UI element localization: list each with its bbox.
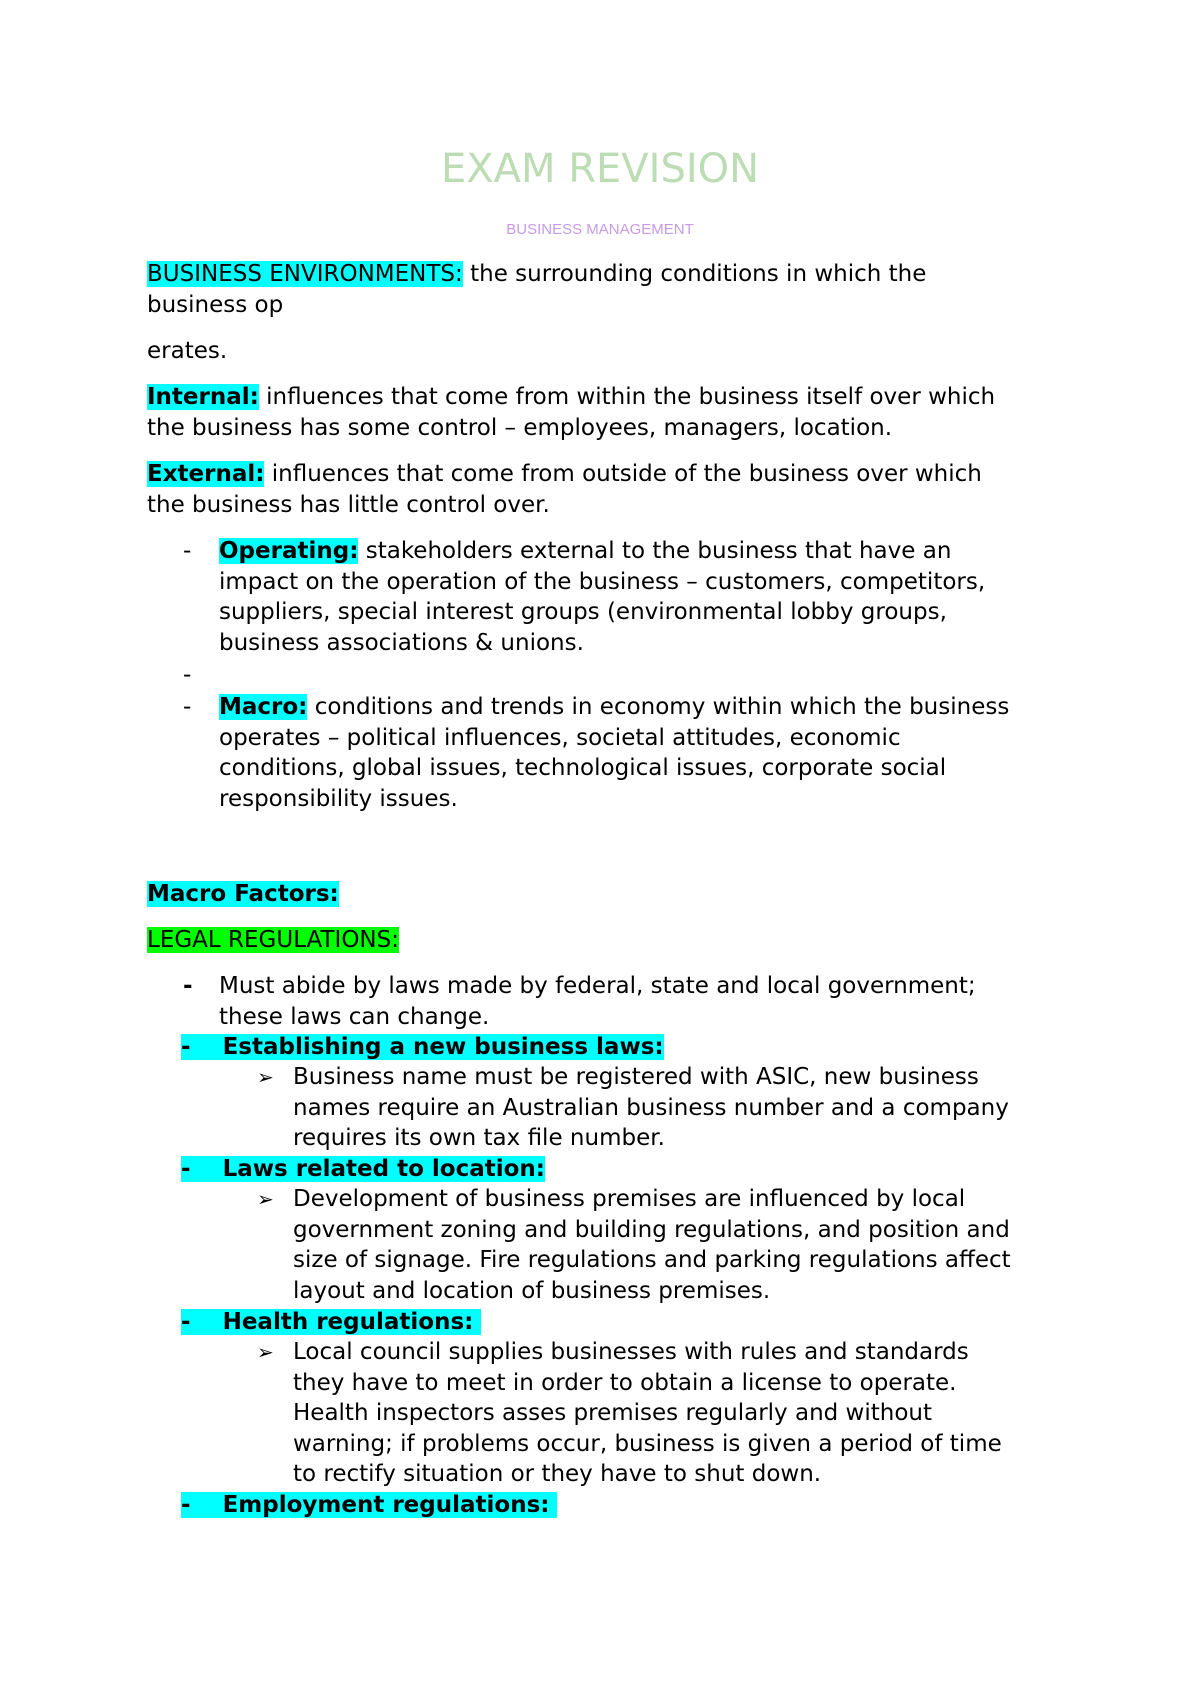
- location-label: - Laws related to location:: [181, 1156, 546, 1182]
- internal-paragraph: [147, 382, 1067, 443]
- internal-label: Internal:: [147, 384, 259, 410]
- health-heading: [181, 1307, 481, 1338]
- external-label: External:: [147, 461, 265, 487]
- macro-factors-label: Macro Factors:: [147, 881, 339, 907]
- establishing-text-3: requires its own tax file number.: [293, 1125, 665, 1151]
- health-text-1: Local council supplies businesses with rules and standards: [293, 1339, 969, 1365]
- env-text-3: erates.: [147, 338, 228, 364]
- env-text-2: business op: [147, 291, 284, 318]
- arrow-bullet-icon: ➢: [257, 1340, 274, 1364]
- macro-text-4: responsibility issues.: [219, 785, 458, 812]
- establishing-label: - Establishing a new business laws:: [181, 1034, 664, 1060]
- health-text-5: to rectify situation or they have to shut down.: [293, 1461, 822, 1487]
- macro-text-2: operates – political influences, societal attitudes, economic: [219, 724, 901, 751]
- establishing-text-1: Business name must be registered with ASIC, new business: [293, 1064, 979, 1090]
- operating-text-2: impact on the operation of the business – customers, competitors,: [219, 568, 986, 595]
- macro-text-3: conditions, global issues, technological issues, corporate social: [219, 755, 947, 781]
- operating-label: Operating:: [219, 538, 359, 564]
- env-text-1: the surrounding conditions in which the: [462, 261, 927, 287]
- arrow-bullet-icon: ➢: [257, 1187, 274, 1211]
- establishing-heading: [181, 1032, 664, 1063]
- macro-dash: -: [183, 694, 192, 720]
- health-text-3: Health inspectors asses premises regularly and without: [293, 1400, 933, 1426]
- macro-factors-heading: [147, 879, 1067, 910]
- employment-label: - Employment regulations:: [181, 1492, 558, 1518]
- operating-dash: -: [183, 538, 192, 564]
- env-label: BUSINESS ENVIRONMENTS:: [147, 261, 463, 287]
- health-text-4: warning; if problems occur, business is given a period of time: [293, 1430, 1002, 1457]
- abide-text-1: Must abide by laws made by federal, state and local government;: [219, 973, 976, 999]
- empty-dash: -: [183, 662, 192, 688]
- abide-text-2: these laws can change.: [219, 1003, 490, 1030]
- location-text-2: government zoning and building regulations, and position and: [293, 1216, 1010, 1243]
- external-text-1: influences that come from outside of the business over which: [264, 461, 982, 487]
- internal-text-1: influences that come from within the business itself over which: [258, 384, 996, 410]
- operating-text-4: business associations & unions.: [219, 629, 584, 656]
- legal-heading: [147, 925, 1067, 956]
- location-text-4: layout and location of business premises.: [293, 1277, 771, 1304]
- health-text-2: they have to meet in order to obtain a license to operate.: [293, 1369, 957, 1396]
- employment-heading: [181, 1490, 557, 1521]
- internal-text-2: the business has some control – employees, managers, location.: [147, 414, 893, 441]
- location-text-1: Development of business premises are influenced by local: [293, 1186, 966, 1212]
- operating-text-3: suppliers, special interest groups (environmental lobby groups,: [219, 599, 947, 625]
- location-text-3: size of signage. Fire regulations and parking regulations affect: [293, 1247, 1011, 1273]
- macro-text-1: conditions and trends in economy within which the business: [307, 694, 1010, 720]
- page-subtitle: BUSINESS MANAGEMENT: [506, 221, 694, 238]
- establishing-text-2: names require an Australian business number and a company: [293, 1094, 1009, 1121]
- location-heading: [181, 1154, 545, 1185]
- page-title: EXAM REVISION: [440, 146, 760, 192]
- external-text-2: the business has little control over.: [147, 491, 550, 518]
- macro-label: Macro:: [219, 694, 308, 720]
- abide-dash: -: [183, 973, 193, 999]
- operating-text-1: stakeholders external to the business that have an: [358, 538, 952, 564]
- external-paragraph: [147, 459, 1067, 520]
- health-label: - Health regulations:: [181, 1309, 482, 1335]
- legal-label: LEGAL REGULATIONS:: [147, 927, 399, 953]
- env-paragraph: [147, 259, 1067, 320]
- arrow-bullet-icon: ➢: [257, 1065, 274, 1089]
